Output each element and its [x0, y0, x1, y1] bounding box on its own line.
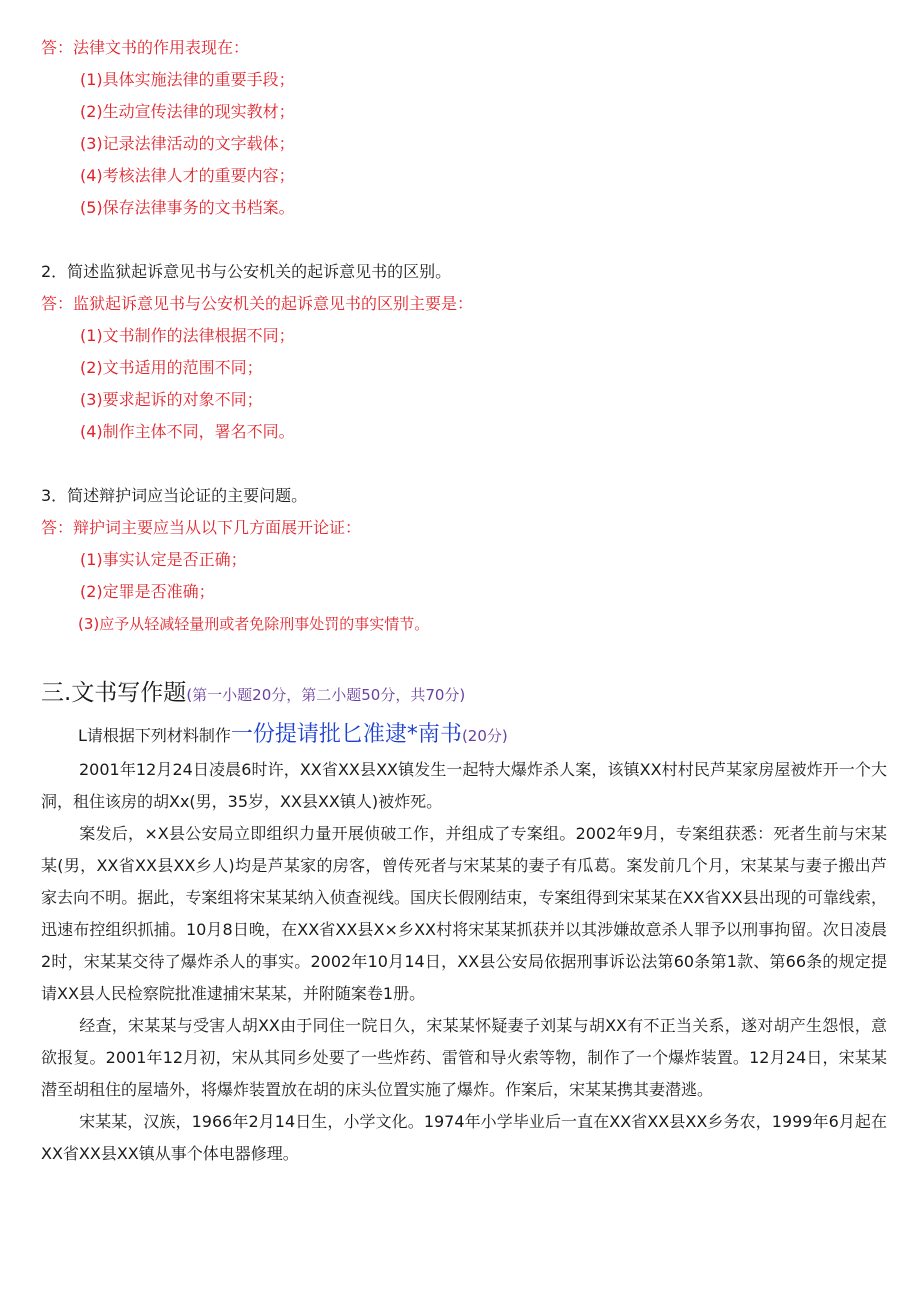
- q1-item: (3)记录法律活动的文字载体；: [80, 134, 295, 153]
- section3-score-note: (第一小题20分，第二小题50分，共70分): [186, 686, 466, 704]
- case-paragraph: 2001年12月24日凌晨6时许，XX省XX县XX镇发生一起特大爆炸杀人案，该镇XX村村民芦某家房屋被炸开一个大洞，租住该房的胡Xx(男，35岁，XX县XX镇人)被炸死。: [41, 760, 887, 811]
- q1-item: (4)考核法律人才的重要内容；: [80, 166, 295, 185]
- q3-item: (2)定罪是否准确；: [80, 582, 215, 601]
- task-highlight: 一份提请批匕准逮*南书: [230, 722, 462, 747]
- task-score: (20分): [461, 727, 508, 745]
- q1-item: (2)生动宣传法律的现实教材；: [80, 102, 295, 121]
- q1-item: (1)具体实施法律的重要手段；: [80, 70, 295, 89]
- q2-item: (2)文书适用的范围不同；: [80, 358, 263, 377]
- q2-item: (1)文书制作的法律根据不同；: [80, 326, 295, 345]
- q1-item: (5)保存法律事务的文书档案。: [80, 198, 295, 217]
- task-prefix: L请根据下列材料制作: [78, 726, 231, 745]
- case-paragraph: 经查，宋某某与受害人胡XX由于同住一院日久，宋某某怀疑妻子刘某与胡XX有不正当关系，遂对胡产生怨恨，意欲报复。2001年12月初，宋从其同乡处要了一些炸药、雷管和导火索等物，制作了一个爆炸装置。12月24日，宋某某潜至胡租住的屋墙外，将爆炸装置放在胡的床头位置实施了爆炸。作案后，宋某某携其妻潜逃。: [41, 1016, 887, 1099]
- section3-title: 三.文书写作题: [41, 680, 187, 706]
- q3-answer-intro: 答：辩护词主要应当从以下几方面展开论证：: [41, 518, 362, 537]
- case-paragraph: 案发后，×X县公安局立即组织力量开展侦破工作，并组成了专案组。2002年9月，专案组获悉：死者生前与宋某某(男，XX省XX县XX乡人)均是芦某家的房客，曾传死者与宋某某的妻子有瓜葛。案发前几个月，宋某某与妻子搬出芦家去向不明。据此，专案组将宋某某纳入侦查视线。国庆长假刚结束，专案组得到宋某某在XX省XX县出现的可靠线索，迅速布控组织抓捕。10月8日晚，在XX省XX县X×乡XX村将宋某某抓获并以其涉嫌故意杀人罪予以刑事拘留。次日凌晨2时，宋某某交待了爆炸杀人的事实。2002年10月14日，XX县公安局依据刑事诉讼法第60条第1款、第66条的规定提请XX县人民检察院批准逮捕宋某某，并附随案卷1册。: [41, 824, 887, 1003]
- q3-question: 3．简述辩护词应当论证的主要问题。: [41, 486, 308, 505]
- section3-heading: [41, 678, 465, 710]
- q2-item: (4)制作主体不同，署名不同。: [80, 422, 295, 441]
- q1-answer-intro: 答：法律文书的作用表现在：: [41, 38, 250, 57]
- case-paragraph: 宋某某，汉族，1966年2月14日生，小学文化。1974年小学毕业后一直在XX省XX县XX乡务农，1999年6月起在XX省XX县XX镇从事个体电器修理。: [41, 1112, 887, 1163]
- q2-item: (3)要求起诉的对象不同；: [80, 390, 263, 409]
- q3-item: (3)应予从轻减轻量刑或者免除刑事处罚的事实情节。: [78, 615, 430, 633]
- task-line: [78, 720, 508, 751]
- q3-item: (1)事实认定是否正确；: [80, 550, 247, 569]
- q2-question: 2．简述监狱起诉意见书与公安机关的起诉意见书的区别。: [41, 262, 452, 281]
- q2-answer-intro: 答：监狱起诉意见书与公安机关的起诉意见书的区别主要是：: [41, 294, 474, 313]
